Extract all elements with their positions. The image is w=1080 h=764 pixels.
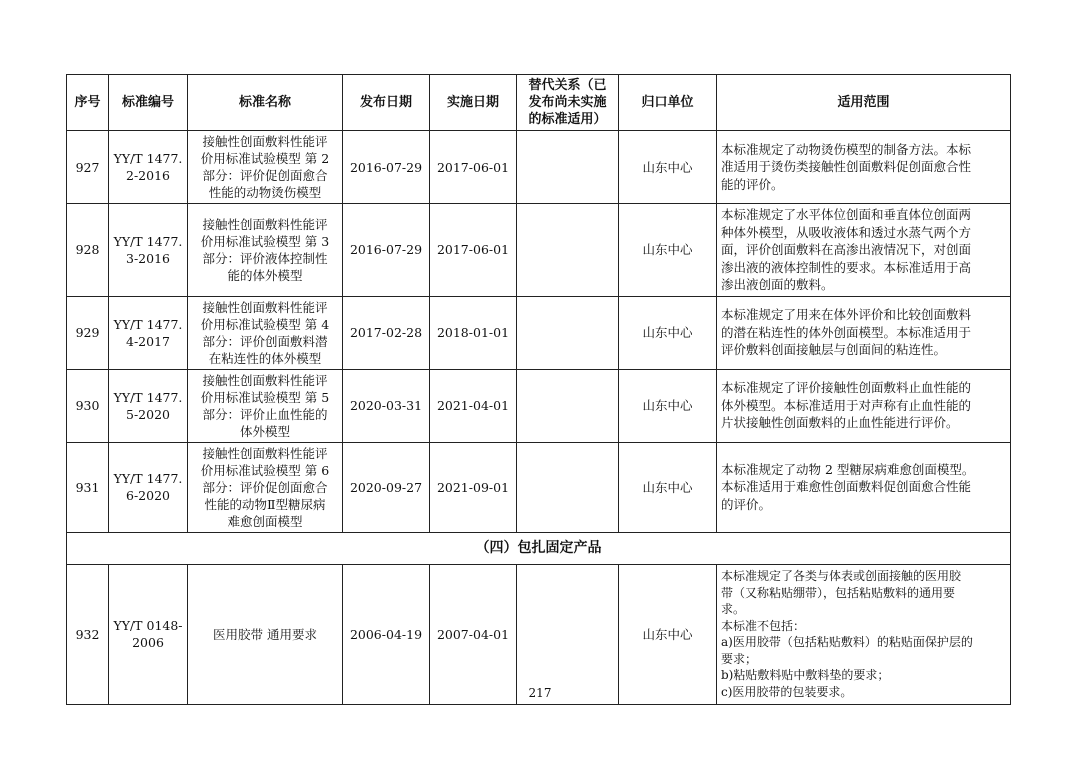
cell-publish-date: 2020-03-31 [343, 369, 430, 442]
cell-publish-date: 2006-04-19 [343, 564, 430, 704]
cell-replacement [517, 369, 619, 442]
cell-serial: 930 [67, 369, 109, 442]
header-name: 标准名称 [188, 75, 343, 131]
cell-name: 接触性创面敷料性能评 价用标准试验模型 第 3 部分：评价液体控制性 能的体外模型 [188, 204, 343, 297]
cell-serial: 927 [67, 131, 109, 204]
cell-name: 接触性创面敷料性能评 价用标准试验模型 第 6 部分：评价促创面愈合 性能的动物Ⅱ型糖尿病 难愈创面模型 [188, 442, 343, 532]
table-header-row [67, 75, 1011, 131]
table-row [67, 296, 1011, 369]
cell-org: 山东中心 [619, 296, 717, 369]
cell-replacement [517, 131, 619, 204]
cell-org: 山东中心 [619, 442, 717, 532]
cell-name: 医用胶带 通用要求 [188, 564, 343, 704]
cell-code: YY/T 0148- 2006 [109, 564, 188, 704]
cell-serial: 931 [67, 442, 109, 532]
header-publish-date: 发布日期 [343, 75, 430, 131]
cell-implement-date: 2021-09-01 [430, 442, 517, 532]
cell-implement-date: 2018-01-01 [430, 296, 517, 369]
cell-org: 山东中心 [619, 204, 717, 297]
cell-code: YY/T 1477. 5-2020 [109, 369, 188, 442]
cell-org: 山东中心 [619, 369, 717, 442]
page-number: 217 [528, 686, 552, 700]
standards-table [66, 74, 1011, 705]
section-title: （四）包扎固定产品 [67, 532, 1011, 564]
header-org: 归口单位 [619, 75, 717, 131]
cell-implement-date: 2021-04-01 [430, 369, 517, 442]
header-code: 标准编号 [109, 75, 188, 131]
cell-name: 接触性创面敷料性能评 价用标准试验模型 第 2 部分：评价促创面愈合 性能的动物烫伤模型 [188, 131, 343, 204]
table-row [67, 131, 1011, 204]
cell-implement-date: 2007-04-01 [430, 564, 517, 704]
cell-scope: 本标准规定了动物 2 型糖尿病难愈创面模型。 本标准适用于难愈性创面敷料促创面愈合性能 的评价。 [717, 442, 1011, 532]
cell-publish-date: 2020-09-27 [343, 442, 430, 532]
table-row [67, 564, 1011, 704]
cell-publish-date: 2017-02-28 [343, 296, 430, 369]
cell-replacement [517, 442, 619, 532]
cell-scope: 本标准规定了水平体位创面和垂直体位创面两 种体外模型，从吸收液体和透过水蒸气两个方 面，评价创面敷料在高渗出液情况下，对创面 渗出液的液体控制性的要求。本标准适用于高 渗出液创面的敷料。 [717, 204, 1011, 297]
cell-name: 接触性创面敷料性能评 价用标准试验模型 第 4 部分：评价创面敷料潜 在粘连性的体外模型 [188, 296, 343, 369]
cell-name: 接触性创面敷料性能评 价用标准试验模型 第 5 部分：评价止血性能的 体外模型 [188, 369, 343, 442]
table-row [67, 204, 1011, 297]
cell-code: YY/T 1477. 6-2020 [109, 442, 188, 532]
cell-serial: 929 [67, 296, 109, 369]
cell-code: YY/T 1477. 4-2017 [109, 296, 188, 369]
cell-code: YY/T 1477. 3-2016 [109, 204, 188, 297]
cell-scope: 本标准规定了评价接触性创面敷料止血性能的 体外模型。本标准适用于对声称有止血性能的 片状接触性创面敷料的止血性能进行评价。 [717, 369, 1011, 442]
cell-scope: 本标准规定了动物烫伤模型的制备方法。本标 准适用于烫伤类接触性创面敷料促创面愈合性 能的评价。 [717, 131, 1011, 204]
table-row [67, 369, 1011, 442]
cell-replacement [517, 204, 619, 297]
header-replacement: 替代关系（已 发布尚未实施 的标准适用） [517, 75, 619, 131]
header-serial: 序号 [67, 75, 109, 131]
cell-implement-date: 2017-06-01 [430, 204, 517, 297]
cell-serial: 928 [67, 204, 109, 297]
cell-publish-date: 2016-07-29 [343, 131, 430, 204]
cell-serial: 932 [67, 564, 109, 704]
cell-replacement [517, 296, 619, 369]
cell-scope: 本标准规定了各类与体表或创面接触的医用胶 带（又称粘贴绷带），包括粘贴敷料的通用要 求。 本标准不包括： a)医用胶带（包括粘贴敷料）的粘贴面保护层的 要求； b)粘贴敷料贴中敷料垫的要求； c)医用胶带的包装要求。 [717, 564, 1011, 704]
cell-implement-date: 2017-06-01 [430, 131, 517, 204]
cell-scope: 本标准规定了用来在体外评价和比较创面敷料 的潜在粘连性的体外创面模型。本标准适用于 评价敷料创面接触层与创面间的粘连性。 [717, 296, 1011, 369]
cell-org: 山东中心 [619, 564, 717, 704]
table-row [67, 442, 1011, 532]
section-row [67, 532, 1011, 564]
header-implement-date: 实施日期 [430, 75, 517, 131]
cell-publish-date: 2016-07-29 [343, 204, 430, 297]
cell-replacement [517, 564, 619, 704]
header-scope: 适用范围 [717, 75, 1011, 131]
cell-code: YY/T 1477. 2-2016 [109, 131, 188, 204]
cell-org: 山东中心 [619, 131, 717, 204]
